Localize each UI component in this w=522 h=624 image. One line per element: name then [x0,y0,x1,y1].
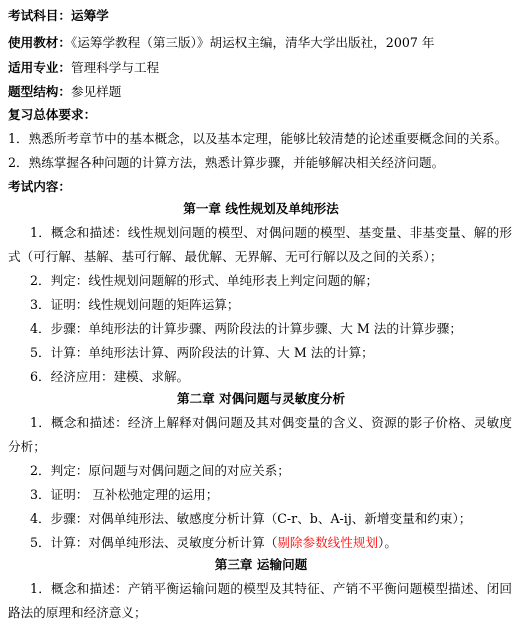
structure-label: 题型结构： [8,84,71,99]
chapter-2-item-5 [30,535,512,550]
chapter-2-item-5-main: 5．计算：对偶单纯形法、灵敏度分析计算（ [30,535,278,550]
structure-value: 参见样题 [70,84,122,99]
structure-line [8,84,512,99]
chapter-2-item-4: 4．步骤：对偶单纯形法、敏感度分析计算（C-r、b、A-ij、新增变量和约束）； [30,511,472,526]
chapter-1-item-6: 6．经济应用：建模、求解。 [30,369,190,384]
chapter-3-title: 第三章 运输问题 [214,557,308,572]
chapter-1-title: 第一章 线性规划及单纯形法 [183,201,339,216]
chapter-1-item-3: 3．证明：线性规划问题的矩阵运算； [30,297,240,312]
major-label: 适用专业： [8,60,71,75]
chapter-2-item-5-end: ）。 [378,535,397,550]
chapter-2-title: 第二章 对偶问题与灵敏度分析 [176,391,346,406]
chapter-1-item-5: 5．计算：单纯形法计算、两阶段法的计算、大 M 法的计算； [30,345,374,360]
chapter-3-item-1-line-2: 路法的原理和经济意义； [8,605,147,620]
major-value: 管理科学与工程 [70,60,160,75]
content-title: 考试内容： [8,179,71,194]
chapter-2-item-3: 3．证明： 互补松弛定理的运用； [30,487,219,502]
subject-value: 运筹学 [70,8,109,23]
requirement-item-1: 1．熟悉所考章节中的基本概念，以及基本定理，能够比较清楚的论述重要概念间的关系。 [8,131,508,146]
chapter-2-item-1-line-2: 分析； [8,439,46,454]
chapter-2-item-1-line-1: 1．概念和描述：经济上解释对偶问题及其对偶变量的含义、资源的影子价格、灵敏度 [30,415,512,430]
textbook-label: 使用教材： [8,35,71,50]
textbook-line [8,35,512,50]
requirements-title: 复习总体要求： [8,107,97,122]
chapter-1-item-2: 2．判定：线性规划问题解的形式、单纯形表上判定问题的解； [30,273,379,288]
chapter-1-item-1-line-2: 式（可行解、基解、基可行解、最优解、无界解、无可行解以及之间的关系）； [8,249,443,264]
major-line [8,60,512,75]
subject-label: 考试科目： [8,8,71,23]
chapter-2-item-2: 2．判定：原问题与对偶问题之间的对应关系； [30,463,290,478]
chapter-1-item-4: 4．步骤：单纯形法的计算步骤、两阶段法的计算步骤、大 M 法的计算步骤； [30,321,462,336]
chapter-2-item-5-highlight: 剔除参数线性规划 [277,535,379,550]
textbook-value: 《运筹学教程（第三版）》胡运权主编，清华大学出版社，2007 年 [70,35,435,50]
requirement-item-2: 2．熟练掌握各种问题的计算方法，熟悉计算步骤，并能够解决相关经济问题。 [8,155,445,170]
chapter-1-item-1-line-1: 1．概念和描述：线性规划问题的模型、对偶问题的模型、基变量、非基变量、解的形 [30,225,512,240]
chapter-3-item-1-line-1: 1．概念和描述：产销平衡运输问题的模型及其特征、产销不平衡问题模型描述、闭回 [30,581,512,596]
subject-line [8,8,512,23]
